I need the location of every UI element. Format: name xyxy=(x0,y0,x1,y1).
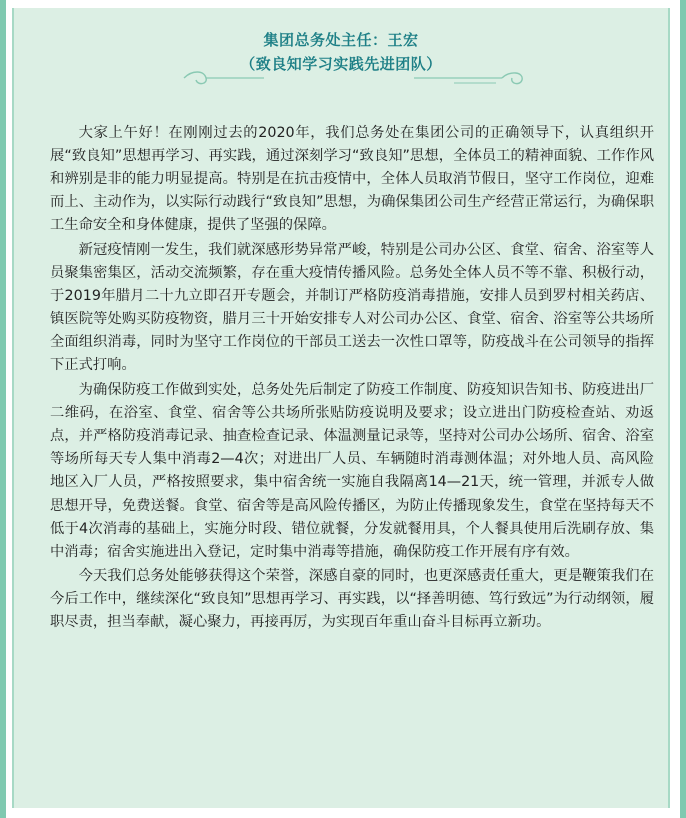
paragraph: 今天我们总务处能够获得这个荣誉，深感自豪的同时，也更深感责任重大，更是鞭策我们在今后工作中，继续深化“致良知”思想再学习、再实践，以“择善明德、笃行致远”为行动纲领，履职尽责，担当奉献，凝心聚力，再接再厉，为实现百年重山奋斗目标再立新功。 xyxy=(50,568,654,631)
paragraph: 大家上午好！在刚刚过去的2020年，我们总务处在集团公司的正确领导下，认真组织开展“致良知”思想再学习、再实践，通过深刻学习“致良知”思想，全体员工的精神面貌、工作作风和辨别是非的能力明显提高。特别是在抗击疫情中，全体人员取消节假日，坚守工作岗位，迎难而上、主动作为，以实际行动践行“致良知”思想，为确保集团公司生产经营正常运行，为确保职工生命安全和身体健康，提供了坚强的保障。 xyxy=(50,125,654,234)
article-card xyxy=(12,8,670,808)
paragraph: 新冠疫情刚一发生，我们就深感形势异常严峻，特别是公司办公区、食堂、宿舍、浴室等人员聚集密集区，活动交流频繁，存在重大疫情传播风险。总务处全体人员不等不靠、积极行动，于2019年腊月二十九立即召开专题会，并制订严格防疫消毒措施，安排人员到罗村相关药店、镇医院等处购买防疫物资，腊月三十开始安排专人对公司办公区、食堂、宿舍、浴室等公共场所全面组织消毒，同时为坚守工作岗位的干部员工送去一次性口罩等，防疫战斗在公司领导的指挥下正式打响。 xyxy=(50,241,654,374)
wave-divider-icon xyxy=(14,66,668,90)
page-title: 集团总务处主任：王宏 xyxy=(263,31,419,49)
right-accent-stripe xyxy=(680,0,686,818)
left-accent-stripe xyxy=(0,0,6,818)
paragraph: 为确保防疫工作做到实处，总务处先后制定了防疫工作制度、防疫知识告知书、防疫进出厂二维码，在浴室、食堂、宿舍等公共场所张贴防疫说明及要求；设立进出门防疫检查站、劝返点，并严格防疫消毒记录、抽查检查记录、体温测量记录等，坚持对公司办公场所、宿舍、浴室等场所每天专人集中消毒2—4次；对进出厂人员、车辆随时消毒测体温；对外地人员、高风险地区入厂人员，严格按照要求，集中宿舍统一实施自我隔离14—21天，统一管理，并派专人做思想开导，免费送餐。食堂、宿舍等是高风险传播区，为防止传播现象发生，食堂在坚持每天不低于4次消毒的基础上，实施分时段、错位就餐，分发就餐用具，个人餐具使用后洗刷存放、集中消毒；宿舍实施进出入登记，定时集中消毒等措施，确保防疫工作开展有序有效。 xyxy=(50,382,654,560)
page-subtitle: （致良知学习实践先进团队） xyxy=(240,55,442,73)
article-body xyxy=(50,122,654,636)
